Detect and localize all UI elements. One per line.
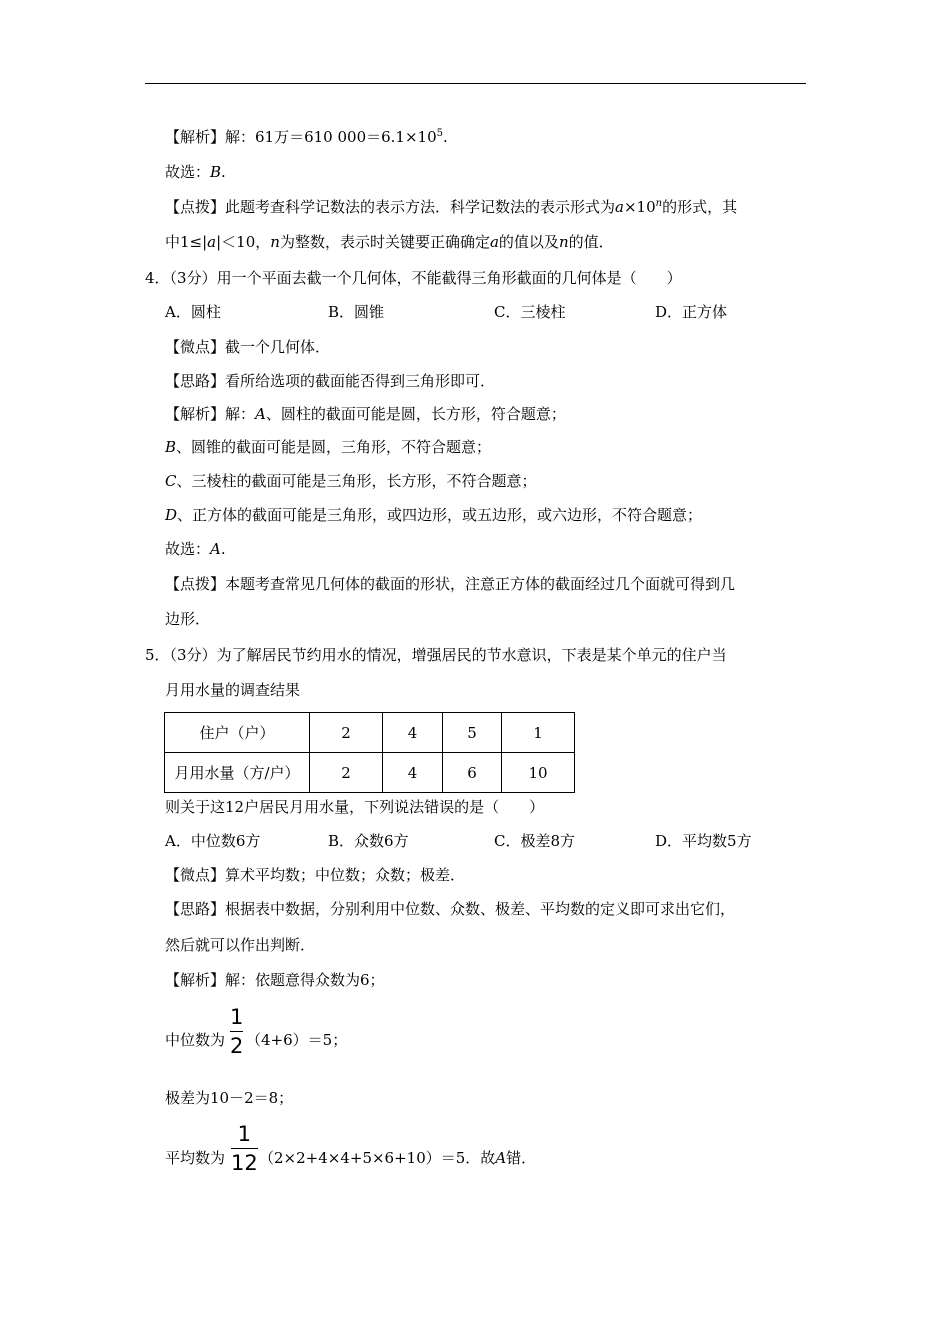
q5-question: 则关于这12户居民月用水量，下列说法错误的是（ ） bbox=[165, 798, 545, 816]
q3-tip-line1: 【点拨】此题考查科学记数法的表示方法．科学记数法的表示形式为$a\times 10^n$的形式，其 bbox=[165, 198, 738, 216]
q5-point: 【微点】算术平均数；中位数；众数；极差． bbox=[165, 866, 466, 884]
fraction-numerator: 1 bbox=[230, 1005, 244, 1029]
q5-option-c: C．极差8方 bbox=[494, 832, 576, 850]
table-cell: 2 bbox=[310, 713, 383, 753]
q3-analysis: 【解析】解：61万＝610 $000=6.1\times 10^5$. bbox=[165, 128, 448, 146]
q3-tip-line2: 中1≤|a|＜10，n为整数，表示时关键要正确确定a的值以及n的值． bbox=[165, 233, 614, 251]
q4-option-b: B．圆锥 bbox=[328, 303, 385, 321]
q4-option-c: C．三棱柱 bbox=[494, 303, 566, 321]
q5-analysis: 【解析】解：依题意得众数为6； bbox=[165, 971, 385, 989]
q4-analysis-d: D、正方体的截面可能是三角形，或四边形，或五边形，或六边形，不符合题意； bbox=[165, 506, 703, 524]
q5-option-b: B．众数6方 bbox=[328, 832, 409, 850]
q4-analysis-a: 【解析】解：A、圆柱的截面可能是圆，长方形，符合题意； bbox=[165, 405, 566, 423]
table-row-header: 月用水量（方/户） bbox=[165, 753, 310, 793]
water-usage-table bbox=[164, 712, 575, 793]
q4-analysis-c: C、三棱柱的截面可能是三角形，长方形，不符合题意； bbox=[165, 472, 537, 490]
q5-mean-expr: （2×2+4×4+5×6+10）＝5．故A错． bbox=[259, 1149, 537, 1167]
q4-idea: 【思路】看所给选项的截面能否得到三角形即可． bbox=[165, 372, 496, 390]
fraction-denominator: 2 bbox=[230, 1034, 244, 1058]
q5-idea-line1: 【思路】根据表中数据，分别利用中位数、众数、极差、平均数的定义即可求出它们， bbox=[165, 900, 736, 918]
median-fraction bbox=[230, 1005, 243, 1058]
table-cell: 5 bbox=[443, 713, 502, 753]
table-cell: 4 bbox=[383, 713, 443, 753]
header-rule bbox=[145, 83, 806, 84]
table-cell: 6 bbox=[443, 753, 502, 793]
fraction-numerator: 1 bbox=[237, 1122, 252, 1146]
table-row-header: 住户（户） bbox=[165, 713, 310, 753]
q4-stem: 4．（3分）用一个平面去截一个几何体，不能截得三角形截面的几何体是（ ） bbox=[145, 269, 682, 287]
mean-fraction bbox=[231, 1122, 258, 1175]
q4-option-a: A．圆柱 bbox=[165, 303, 221, 321]
q4-tip-line1: 【点拨】本题考查常见几何体的截面的形状，注意正方体的截面经过几个面就可得到几 bbox=[165, 575, 736, 593]
q4-choice: 故选：A. bbox=[165, 540, 226, 558]
q5-stem-line1: 5．（3分）为了解居民节约用水的情况，增强居民的节水意识，下表是某个单元的住户当 bbox=[145, 646, 727, 664]
q5-mean-label: 平均数为 bbox=[165, 1149, 226, 1167]
q4-point: 【微点】截一个几何体． bbox=[165, 338, 331, 356]
fraction-bar bbox=[230, 1031, 243, 1032]
q5-option-a: A．中位数6方 bbox=[165, 832, 261, 850]
q4-option-d: D．正方体 bbox=[655, 303, 728, 321]
q5-median-expr: （4+6）＝5； bbox=[246, 1031, 348, 1049]
q5-stem-line2: 月用水量的调查结果 bbox=[165, 681, 301, 699]
q5-option-d: D．平均数5方 bbox=[655, 832, 752, 850]
q5-median-label: 中位数为 bbox=[165, 1031, 226, 1049]
q3-choice: 故选：B. bbox=[165, 163, 226, 181]
table-cell: 2 bbox=[310, 753, 383, 793]
table-row bbox=[165, 713, 575, 753]
table-cell: 4 bbox=[383, 753, 443, 793]
q4-analysis-b: B、圆锥的截面可能是圆，三角形，不符合题意； bbox=[165, 438, 492, 456]
table-cell: 10 bbox=[502, 753, 575, 793]
fraction-bar bbox=[231, 1148, 258, 1149]
q4-tip-line2: 边形． bbox=[165, 610, 211, 628]
q5-idea-line2: 然后就可以作出判断． bbox=[165, 936, 316, 954]
table-row bbox=[165, 753, 575, 793]
q5-range: 极差为10－2＝8； bbox=[165, 1089, 294, 1107]
fraction-denominator: 12 bbox=[231, 1151, 258, 1175]
table-cell: 1 bbox=[502, 713, 575, 753]
